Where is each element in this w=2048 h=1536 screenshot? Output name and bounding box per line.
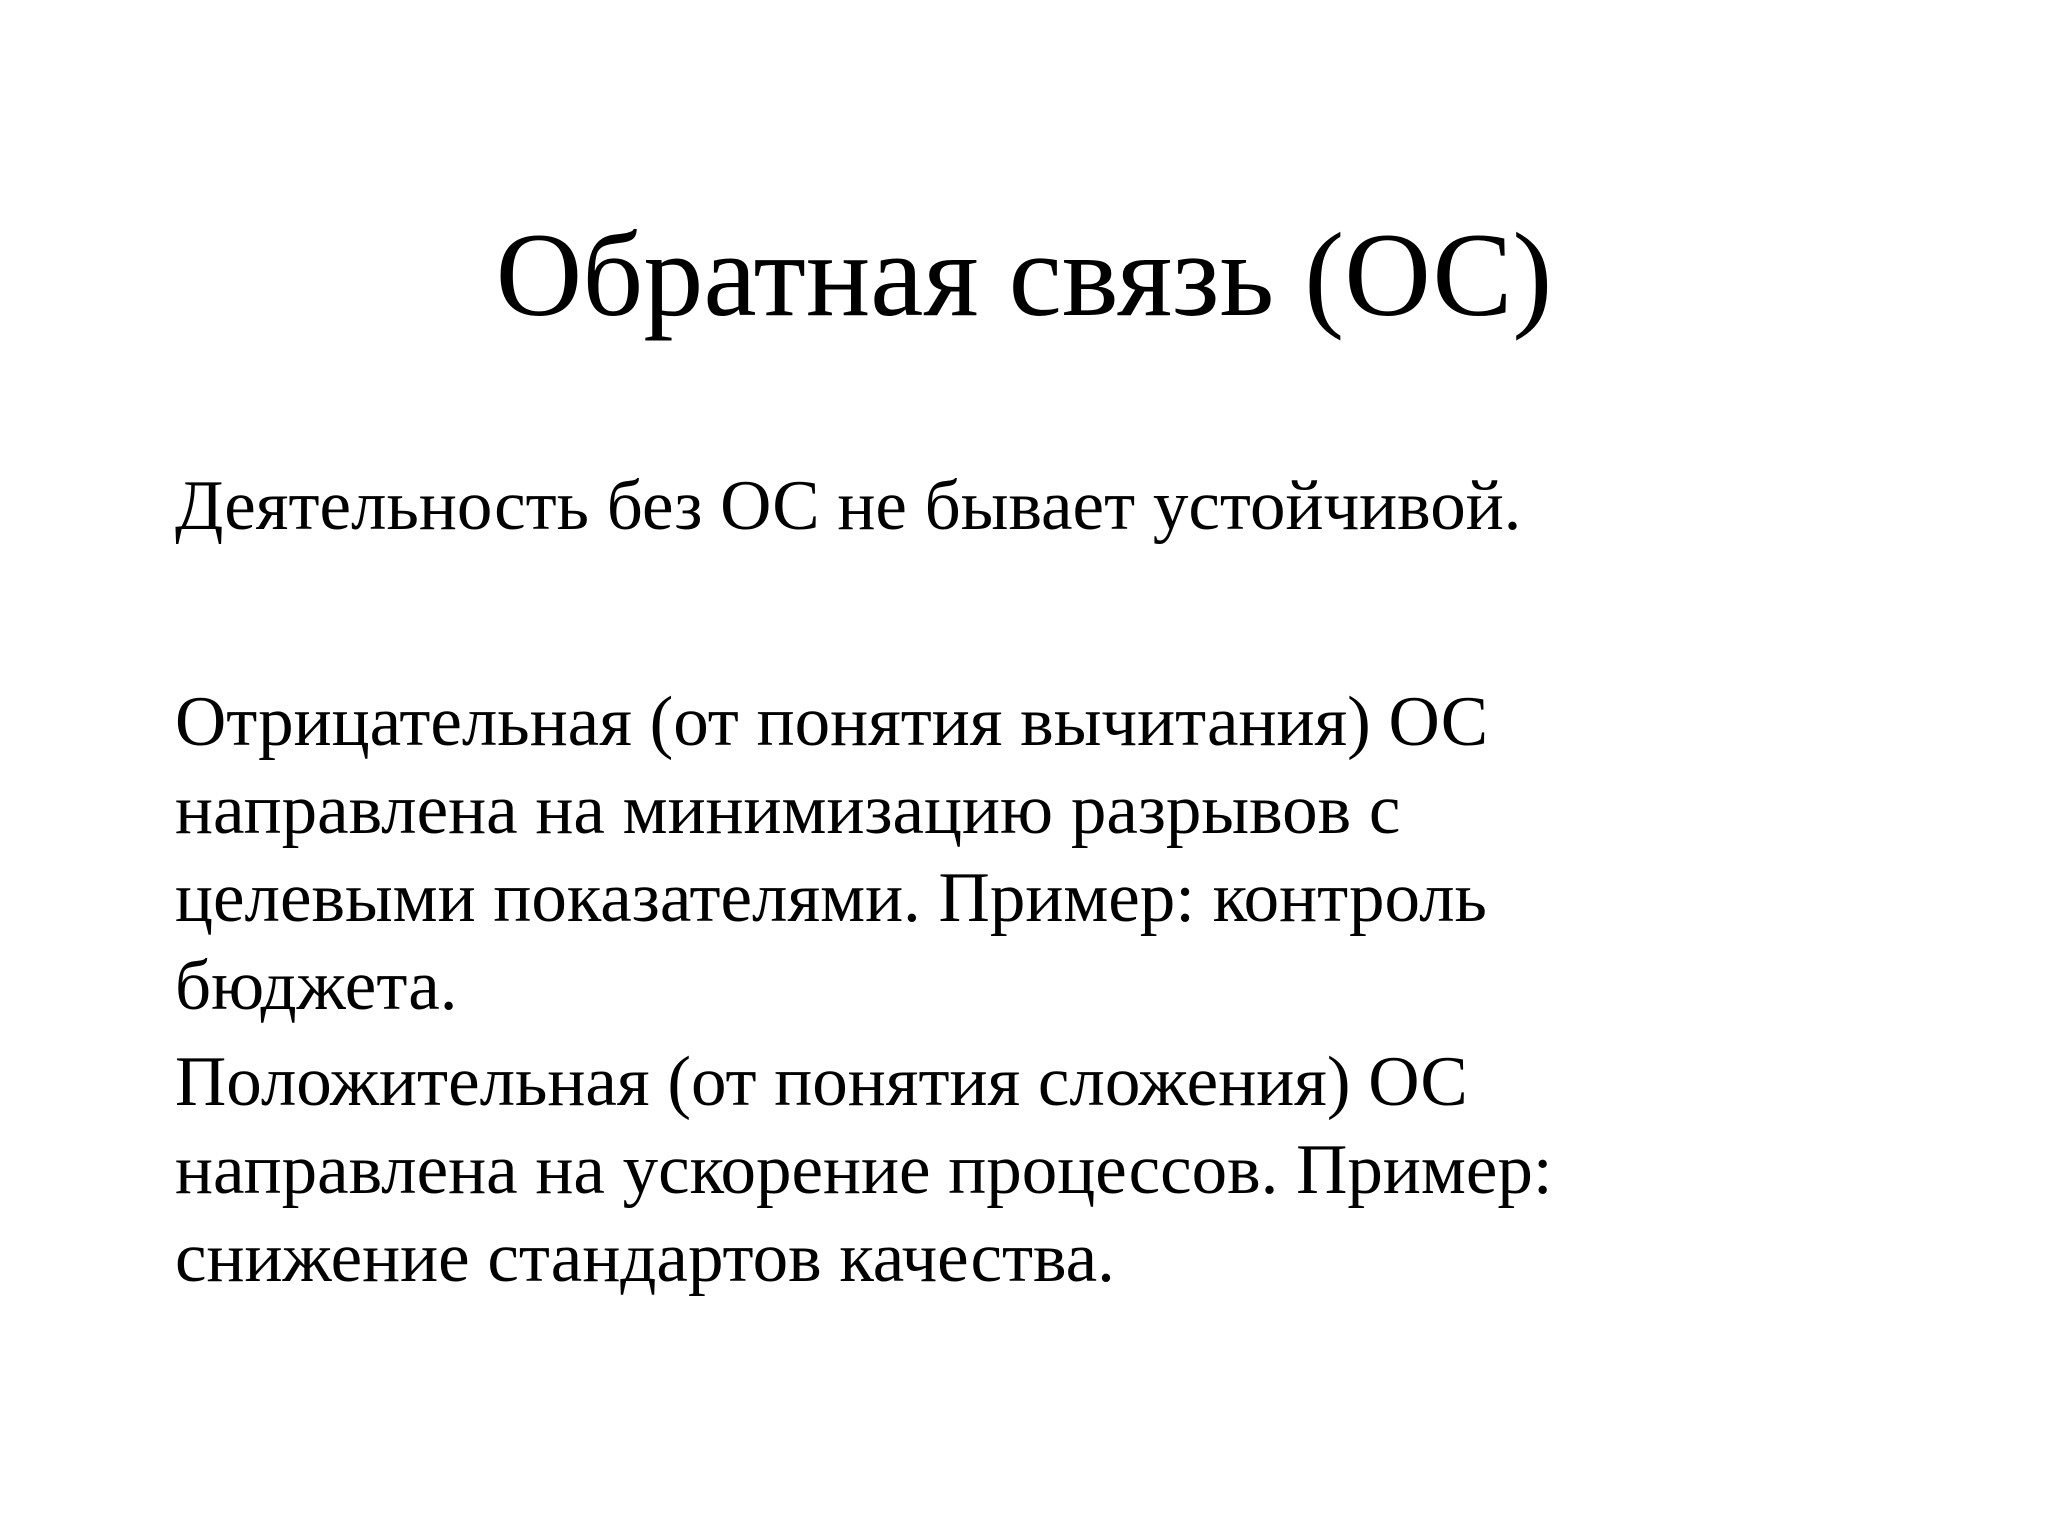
paragraph-line: Отрицательная (от понятия вычитания) ОС	[175, 683, 1489, 761]
paragraph-negative-feedback	[175, 678, 1975, 1030]
paragraph-line: целевыми показателями. Пример: контроль	[175, 859, 1487, 937]
paragraph-line: Положительная (от понятия сложения) ОС	[175, 1043, 1468, 1121]
paragraph-line: бюджета.	[175, 947, 458, 1025]
paragraph-positive-feedback	[175, 1038, 1975, 1302]
paragraph-line: снижение стандартов качества.	[175, 1219, 1115, 1297]
paragraph-line: направлена на минимизацию разрывов с	[175, 771, 1401, 849]
slide-title: Обратная связь (ОС)	[495, 208, 1553, 341]
paragraph-line: направлена на ускорение процессов. Пример:	[175, 1131, 1553, 1209]
paragraph-stability	[175, 462, 1975, 550]
paragraph-line: Деятельность без ОС не бывает устойчивой.	[175, 467, 1522, 545]
